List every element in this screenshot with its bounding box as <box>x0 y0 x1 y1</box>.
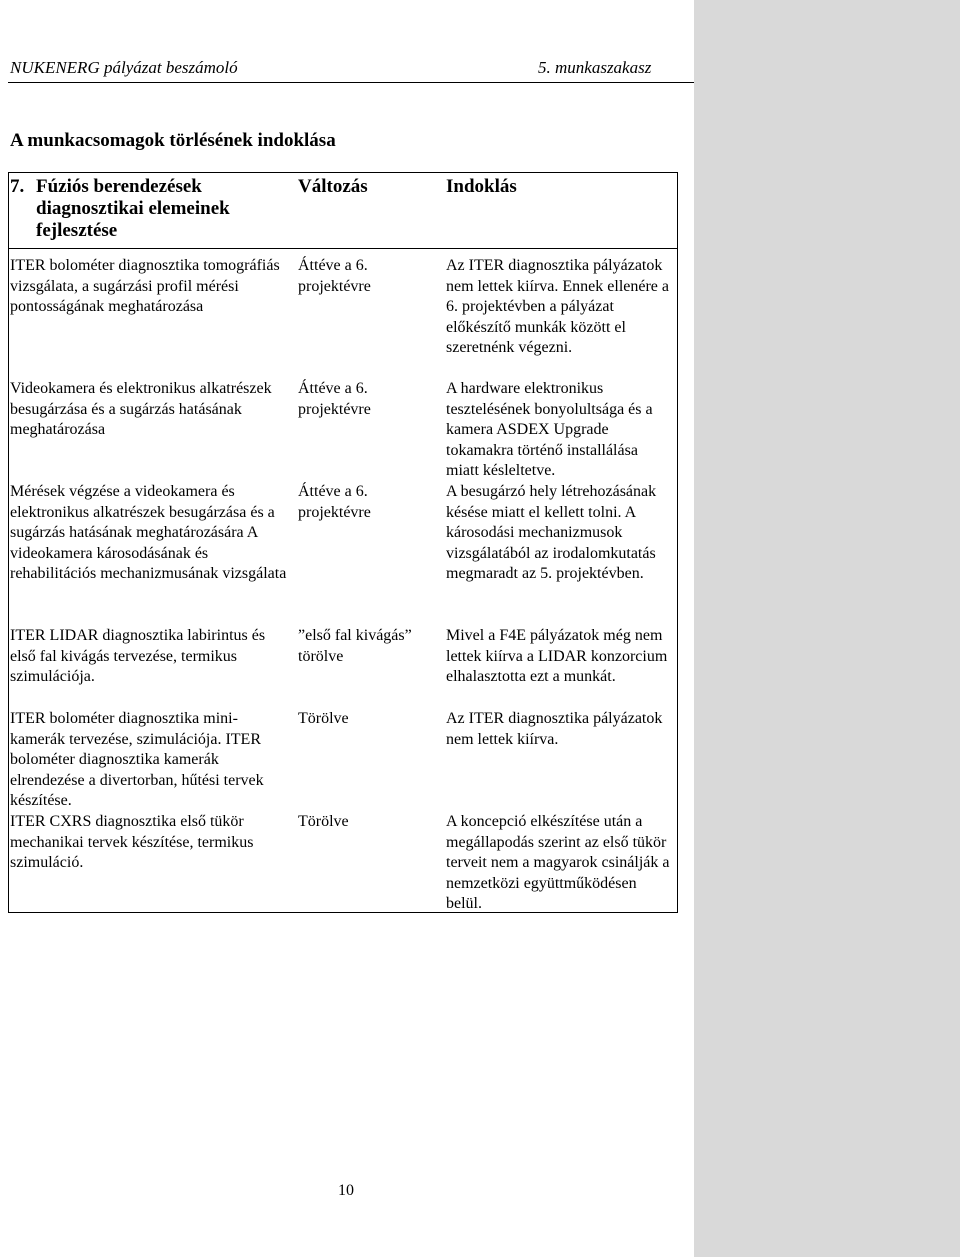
work-package-title: Fúziós berendezések diagnosztikai elemeinek fejlesztése <box>36 176 230 241</box>
page-number: 10 <box>338 1182 354 1199</box>
table-row-task: ITER bolométer diagnosztika tomográfiás vizsgálata, a sugárzási profil mérési pontosságának meghatározása <box>10 257 280 315</box>
table-row-task: Mérések végzése a videokamera és elektronikus alkatrészek besugárzása és a sugárzás hatásának meghatározására A videokamera károsodásának és rehabilitációs mechanizmusának vizsgálata <box>10 483 287 582</box>
running-header-phase: 5. munkaszakasz <box>538 58 652 77</box>
table-row-reason: A besugárzó hely létrehozásának késése miatt el kellett tolni. A károsodási mechanizmusok vizsgálatából az irodalomkutatás megmaradt az 5. projektévben. <box>446 483 657 582</box>
table-row-task: ITER CXRS diagnosztika első tükör mechanikai tervek készítése, termikus szimuláció. <box>10 813 254 871</box>
comment-margin <box>694 0 960 1257</box>
table-row-reason: Mivel a F4E pályázatok még nem lettek kiírva a LIDAR konzorcium elhalasztotta ezt a munkát. <box>446 627 668 685</box>
table-row-change: Törölve <box>298 710 349 727</box>
table-row-change: Törölve <box>298 813 349 830</box>
table-row-reason: A koncepció elkészítése után a megállapodás szerint az első tükör terveit nem a magyarok csinálják a nemzetközi együttműködésen belül. <box>446 813 670 912</box>
running-header-title: NUKENERG pályázat beszámoló <box>10 58 238 77</box>
table-header-reason: Indoklás <box>446 176 517 197</box>
work-package-number: 7. <box>10 176 25 197</box>
table-row-task: ITER bolométer diagnosztika mini-kamerák tervezése, szimulációja. ITER bolométer diagnosztika kamerák elrendezése a divertorban, hűtési tervek készítése. <box>10 710 264 809</box>
table-row-task: ITER LIDAR diagnosztika labirintus és első fal kivágás tervezése, termikus szimulációja. <box>10 627 266 685</box>
table-row-change: Áttéve a 6. projektévre <box>298 380 371 418</box>
table-row-change: ”első fal kivágás” törölve <box>298 627 412 665</box>
header-row-divider <box>8 248 678 249</box>
section-title: A munkacsomagok törlésének indoklása <box>10 130 336 151</box>
table-row-reason: Az ITER diagnosztika pályázatok nem lettek kiírva. Ennek ellenére a 6. projektévben a pályázat előkészítő munkák között el szeretnénk végezni. <box>446 257 670 356</box>
header-divider <box>8 82 694 83</box>
table-row-reason: Az ITER diagnosztika pályázatok nem lettek kiírva. <box>446 710 663 748</box>
table-row-reason: A hardware elektronikus tesztelésének bonyolultsága és a kamera ASDEX Upgrade tokamakra történő installálása miatt késleltetve. <box>446 380 653 479</box>
table-header-change: Változás <box>298 176 368 197</box>
table-row-change: Áttéve a 6. projektévre <box>298 257 371 295</box>
table-row-task: Videokamera és elektronikus alkatrészek besugárzása és a sugárzás hatásának meghatározása <box>10 380 272 438</box>
table-row-change: Áttéve a 6. projektévre <box>298 483 371 521</box>
